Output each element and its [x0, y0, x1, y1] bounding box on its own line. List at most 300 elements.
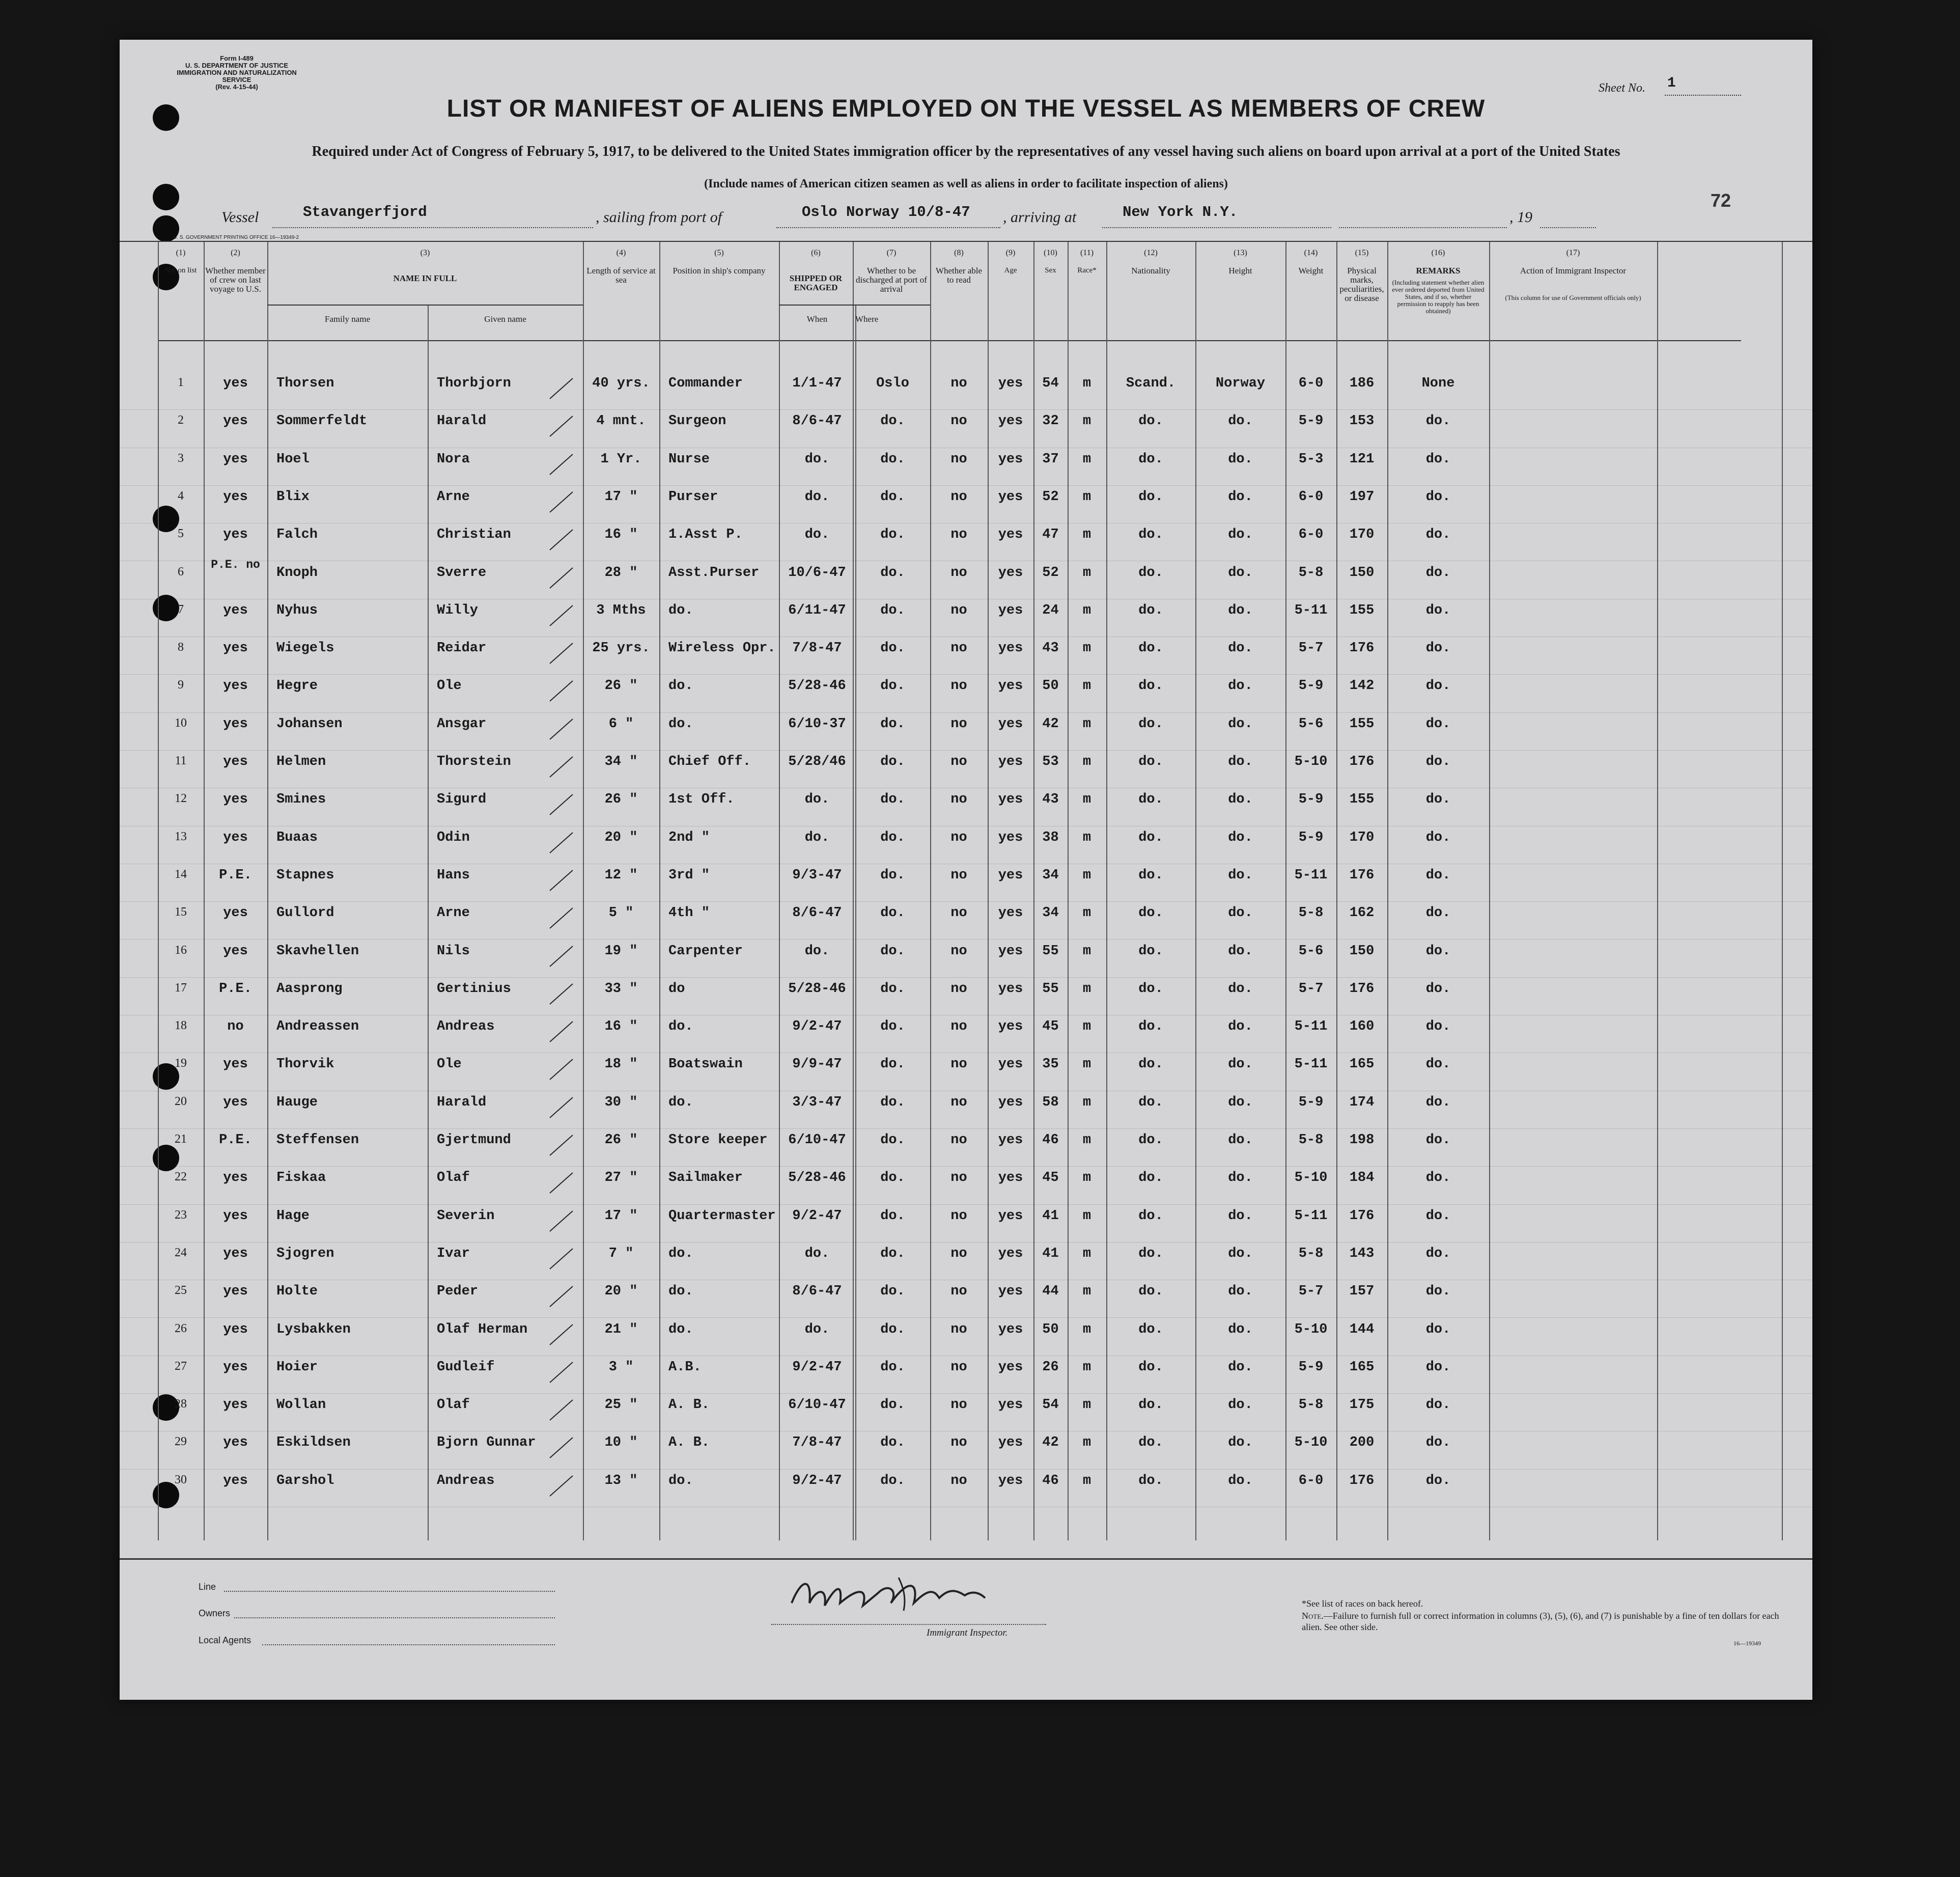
vessel-line: [221, 204, 1749, 234]
age: 47: [1042, 527, 1059, 543]
family-name: Gullord: [276, 905, 334, 921]
row-number: 26: [175, 1321, 187, 1335]
discharged: no: [950, 943, 967, 959]
race: do.: [1138, 1057, 1163, 1072]
column-header: Physical marks, peculiarities, or disease: [1339, 266, 1384, 303]
row-number: 18: [175, 1019, 187, 1033]
row-rule: [120, 1393, 1812, 1394]
shipped-when: 5/28/46: [788, 754, 846, 769]
nationality: do.: [1228, 1094, 1253, 1110]
service-length: 3 Mths: [596, 602, 646, 618]
column-header: Action of Immigrant Inspector: [1520, 266, 1627, 275]
last-voyage: yes: [223, 1435, 248, 1451]
shipped-where: do.: [880, 1133, 905, 1148]
position: 1st Off.: [668, 792, 735, 808]
discharged: no: [950, 867, 967, 883]
discharged: no: [950, 1435, 967, 1451]
service-length: 13 ": [604, 1473, 638, 1488]
given-name: Harald: [437, 413, 487, 429]
race: do.: [1138, 489, 1163, 505]
position: do: [668, 981, 685, 997]
age: 26: [1042, 1359, 1059, 1375]
race: do.: [1138, 943, 1163, 959]
position: do.: [668, 716, 693, 732]
race: do.: [1138, 867, 1163, 883]
header-top-rule: [120, 241, 1812, 242]
footer-rule: [120, 1558, 1812, 1560]
given-name: Olaf: [437, 1397, 470, 1413]
department: U. S. DEPARTMENT OF JUSTICE: [185, 62, 288, 69]
table-row: [120, 489, 1812, 527]
weight: 176: [1349, 641, 1375, 656]
shipped-where: do.: [880, 867, 905, 883]
can-read: yes: [998, 678, 1023, 694]
shipped-where: do.: [880, 602, 905, 618]
table-row: [120, 376, 1812, 413]
column-header: Sex: [1045, 266, 1056, 274]
age: 55: [1042, 981, 1059, 997]
race: do.: [1138, 1170, 1163, 1186]
row-number: 20: [175, 1094, 187, 1108]
tally-slash: [547, 1284, 578, 1312]
shipped-where: do.: [880, 792, 905, 808]
can-read: yes: [998, 1170, 1023, 1186]
weight: 176: [1349, 1473, 1375, 1488]
position: Carpenter: [668, 943, 743, 959]
tally-slash: [547, 489, 578, 517]
position: Surgeon: [668, 413, 726, 429]
print-office: U. S. GOVERNMENT PRINTING OFFICE 16—19349-2: [173, 235, 299, 240]
last-voyage: yes: [223, 1246, 248, 1261]
shipped-when: 6/10-37: [788, 716, 846, 732]
penalty-note: [1302, 1610, 1785, 1633]
height: 6-0: [1298, 489, 1324, 505]
sheet-number: 1: [1667, 75, 1676, 91]
given-name: Thorstein: [437, 754, 511, 769]
row-number: 12: [175, 792, 187, 806]
shipped-when: 6/10-47: [788, 1133, 846, 1148]
physical-marks: do.: [1425, 1321, 1451, 1337]
row-number: 6: [178, 565, 184, 578]
race: do.: [1138, 830, 1163, 845]
discharged: no: [950, 527, 967, 543]
shipped-where: do.: [880, 1397, 905, 1413]
physical-marks: do.: [1425, 565, 1451, 581]
physical-marks: do.: [1425, 716, 1451, 732]
height: 5-10: [1294, 1435, 1328, 1451]
given-name: Reidar: [437, 641, 487, 656]
height: 5-9: [1298, 413, 1324, 429]
row-number: 30: [175, 1473, 187, 1486]
shipped-when: 5/28-46: [788, 1170, 846, 1186]
family-name: Sommerfeldt: [276, 413, 368, 429]
weight: 184: [1349, 1170, 1375, 1186]
vessel-underline: [272, 227, 593, 228]
race: do.: [1138, 754, 1163, 769]
column-number: (16): [1431, 249, 1445, 257]
given-name: Severin: [437, 1208, 495, 1224]
age: 52: [1042, 565, 1059, 581]
nationality: do.: [1228, 1246, 1253, 1261]
shipped-when: 6/11-47: [788, 602, 846, 618]
height: 5-9: [1298, 1094, 1324, 1110]
race: do.: [1138, 413, 1163, 429]
shipped-where: do.: [880, 527, 905, 543]
table-row: [120, 1473, 1812, 1511]
physical-marks: do.: [1425, 943, 1451, 959]
position: Store keeper: [668, 1133, 768, 1148]
service-length: 12 ": [604, 867, 638, 883]
document-instruction: (Include names of American citizen seamen as well as aliens in order to facilitate inspection of aliens): [704, 177, 1228, 190]
can-read: yes: [998, 905, 1023, 921]
age: 35: [1042, 1057, 1059, 1072]
shipped-where: do.: [880, 641, 905, 656]
family-name: Fiskaa: [276, 1170, 326, 1186]
row-number: 5: [178, 527, 184, 541]
height: 5-8: [1298, 1133, 1324, 1148]
physical-marks: do.: [1425, 1246, 1451, 1261]
given-name: Andreas: [437, 1019, 495, 1035]
last-voyage: yes: [223, 1170, 248, 1186]
sex: m: [1082, 565, 1091, 581]
physical-marks: do.: [1425, 1133, 1451, 1148]
age: 46: [1042, 1133, 1059, 1148]
shipped-where: do.: [880, 1094, 905, 1110]
row-rule: [120, 1166, 1812, 1167]
shipped-where: do.: [880, 830, 905, 845]
service-length: 19 ": [604, 943, 638, 959]
race: do.: [1138, 1246, 1163, 1261]
age: 34: [1042, 867, 1059, 883]
family-name: Johansen: [276, 716, 343, 732]
position: Wireless Opr.: [668, 641, 776, 656]
discharged: no: [950, 641, 967, 656]
service-length: 25 yrs.: [592, 641, 650, 656]
discharged: no: [950, 1133, 967, 1148]
height: 5-9: [1298, 1359, 1324, 1375]
height: 5-8: [1298, 1397, 1324, 1413]
vessel-name: Stavangerfjord: [303, 204, 427, 220]
position: 3rd ": [668, 867, 710, 883]
can-read: yes: [998, 376, 1023, 391]
race: do.: [1138, 1435, 1163, 1451]
discharged: no: [950, 905, 967, 921]
nationality: do.: [1228, 1208, 1253, 1224]
nationality: do.: [1228, 489, 1253, 505]
row-rule: [120, 1242, 1812, 1243]
age: 44: [1042, 1284, 1059, 1300]
tally-slash: [547, 830, 578, 858]
table-row: [120, 792, 1812, 830]
column-number: (13): [1234, 249, 1247, 257]
tally-slash: [547, 1435, 578, 1463]
can-read: yes: [998, 1321, 1023, 1337]
family-name: Wiegels: [276, 641, 334, 656]
position: Nurse: [668, 451, 710, 467]
shipped-when: 7/8-47: [792, 1435, 842, 1451]
last-voyage: yes: [223, 376, 248, 391]
table-row: [120, 413, 1812, 451]
position: Boatswain: [668, 1057, 743, 1072]
family-name: Sjogren: [276, 1246, 334, 1261]
given-name: Arne: [437, 489, 470, 505]
discharged: no: [950, 1208, 967, 1224]
table-row: [120, 1057, 1812, 1094]
column-number: (12): [1144, 249, 1158, 257]
position: Commander: [668, 376, 743, 391]
given-name: Willy: [437, 602, 479, 618]
race: Scand.: [1126, 376, 1176, 391]
subcolumn-header: Family name: [324, 314, 371, 324]
shipped-where: do.: [880, 451, 905, 467]
nationality: do.: [1228, 413, 1253, 429]
physical-marks: do.: [1425, 1397, 1451, 1413]
given-name: Harald: [437, 1094, 487, 1110]
race: do.: [1138, 527, 1163, 543]
weight: 144: [1349, 1321, 1375, 1337]
sex: m: [1082, 1208, 1091, 1224]
position: A.B.: [668, 1359, 702, 1375]
last-voyage: yes: [223, 716, 248, 732]
service-length: 16 ": [604, 1019, 638, 1035]
table-row: [120, 1435, 1812, 1473]
weight: 157: [1349, 1284, 1375, 1300]
last-voyage: yes: [223, 1397, 248, 1413]
can-read: yes: [998, 1359, 1023, 1375]
shipped-where: do.: [880, 1321, 905, 1337]
discharged: no: [950, 830, 967, 845]
shipped-when: 8/6-47: [792, 905, 842, 921]
height: 5-8: [1298, 905, 1324, 921]
height: 5-9: [1298, 830, 1324, 845]
discharged: no: [950, 1321, 967, 1337]
nationality: do.: [1228, 1284, 1253, 1300]
family-name: Thorvik: [276, 1057, 334, 1072]
physical-marks: do.: [1425, 678, 1451, 694]
family-name: Falch: [276, 527, 318, 543]
nationality: do.: [1228, 678, 1253, 694]
shipped-when: 3/3-47: [792, 1094, 842, 1110]
column-number: (11): [1080, 249, 1094, 257]
given-name: Hans: [437, 867, 470, 883]
sex: m: [1082, 1321, 1091, 1337]
can-read: yes: [998, 792, 1023, 808]
position: 2nd ": [668, 830, 710, 845]
table-row: [120, 1322, 1812, 1360]
margin-number: 72: [1711, 190, 1731, 211]
physical-marks: do.: [1425, 830, 1451, 845]
shipped-when: 9/2-47: [792, 1208, 842, 1224]
column-header: Length of service at sea: [586, 266, 656, 285]
height: 5-11: [1294, 1208, 1328, 1224]
shipped-when: do.: [804, 943, 830, 959]
row-number: 24: [175, 1246, 187, 1259]
shipped-where: do.: [880, 1170, 905, 1186]
race: do.: [1138, 565, 1163, 581]
weight: 165: [1349, 1359, 1375, 1375]
weight: 150: [1349, 565, 1375, 581]
table-row: [120, 1246, 1812, 1284]
service-length: 21 ": [604, 1321, 638, 1337]
header-bottom-rule: [158, 340, 1741, 341]
service-length: 18 ": [604, 1057, 638, 1072]
shipped-where: do.: [880, 754, 905, 769]
position: do.: [668, 1019, 693, 1035]
column-number: (5): [714, 249, 724, 257]
family-name: Buaas: [276, 830, 318, 845]
tally-slash: [547, 905, 578, 933]
table-row: [120, 1397, 1812, 1435]
column-number: (6): [811, 249, 821, 257]
physical-marks: do.: [1425, 413, 1451, 429]
last-voyage: yes: [223, 754, 248, 769]
discharged: no: [950, 1246, 967, 1261]
nationality: do.: [1228, 602, 1253, 618]
family-name: Garshol: [276, 1473, 334, 1488]
sex: m: [1082, 451, 1091, 467]
owners-label: Owners: [199, 1608, 231, 1618]
sex: m: [1082, 1094, 1091, 1110]
column-number: (7): [886, 249, 897, 257]
family-name: Lysbakken: [276, 1321, 351, 1337]
age: 55: [1042, 943, 1059, 959]
height: 5-6: [1298, 943, 1324, 959]
physical-marks: do.: [1425, 981, 1451, 997]
weight: 160: [1349, 1019, 1375, 1035]
tally-slash: [547, 981, 578, 1009]
weight: 155: [1349, 716, 1375, 732]
nationality: do.: [1228, 1397, 1253, 1413]
sex: m: [1082, 1359, 1091, 1375]
can-read: yes: [998, 527, 1023, 543]
column-number: (2): [231, 249, 240, 257]
table-row: [120, 1284, 1812, 1321]
service-length: 25 ": [604, 1397, 638, 1413]
last-voyage: yes: [223, 1208, 248, 1224]
family-name: Andreassen: [276, 1019, 359, 1035]
column-number: (3): [420, 249, 430, 257]
row-rule: [120, 674, 1812, 675]
shipped-where: Oslo: [876, 376, 909, 391]
shipped-where: do.: [880, 565, 905, 581]
shipped-where: do.: [880, 1246, 905, 1261]
tally-slash: [547, 868, 578, 896]
last-voyage: P.E.: [219, 867, 252, 883]
shipped-where: do.: [880, 1057, 905, 1072]
can-read: yes: [998, 1397, 1023, 1413]
shipped-when: do.: [804, 830, 830, 845]
tally-slash: [547, 1095, 578, 1123]
race: do.: [1138, 641, 1163, 656]
position: do.: [668, 1321, 693, 1337]
table-row: [120, 641, 1812, 678]
height: 6-0: [1298, 1473, 1324, 1488]
table-row: [120, 944, 1812, 981]
shipped-where: do.: [880, 678, 905, 694]
weight: 155: [1349, 602, 1375, 618]
subcolumn-header: Given name: [484, 314, 526, 324]
nationality: do.: [1228, 1435, 1253, 1451]
can-read: yes: [998, 413, 1023, 429]
weight: 155: [1349, 792, 1375, 808]
table-row: [120, 1095, 1812, 1133]
physical-marks: do.: [1425, 1359, 1451, 1375]
column-header: Whether member of crew on last voyage to U.S.: [205, 266, 266, 294]
physical-marks: do.: [1425, 1208, 1451, 1224]
age: 50: [1042, 678, 1059, 694]
service-length: 17 ": [604, 489, 638, 505]
agents-underline: [262, 1644, 555, 1645]
discharged: no: [950, 981, 967, 997]
given-name: Christian: [437, 527, 511, 543]
race: do.: [1138, 678, 1163, 694]
family-name: Hegre: [276, 678, 318, 694]
inspector-underline: [771, 1623, 1046, 1625]
sex: m: [1082, 905, 1091, 921]
physical-marks: do.: [1425, 602, 1451, 618]
form-number: Form I-489: [220, 54, 254, 62]
given-name: Ansgar: [437, 716, 487, 732]
discharged: no: [950, 1057, 967, 1072]
column-header: REMARKS: [1416, 266, 1461, 275]
family-name: Skavhellen: [276, 943, 359, 959]
height: 5-7: [1298, 981, 1324, 997]
race: do.: [1138, 1359, 1163, 1375]
physical-marks: do.: [1425, 1473, 1451, 1488]
shipped-where: do.: [880, 905, 905, 921]
last-voyage: yes: [223, 451, 248, 467]
weight: 150: [1349, 943, 1375, 959]
position: A. B.: [668, 1397, 710, 1413]
family-name: Smines: [276, 792, 326, 808]
last-voyage: yes: [223, 1321, 248, 1337]
column-note: (This column for use of Government officials only): [1505, 294, 1641, 301]
shipped-where: do.: [880, 413, 905, 429]
line-label: Line: [199, 1582, 216, 1592]
shipped-when: do.: [804, 1321, 830, 1337]
shipped-when: do.: [804, 527, 830, 543]
document-subtitle: Required under Act of Congress of February 5, 1917, to be delivered to the United States immigration officer by the representatives of any vessel having such aliens on board upon arrival at a port of the United States: [312, 144, 1620, 159]
weight: 165: [1349, 1057, 1375, 1072]
given-name: Andreas: [437, 1473, 495, 1488]
table-row: [120, 868, 1812, 905]
given-name: Nora: [437, 451, 470, 467]
row-rule: [120, 1469, 1812, 1470]
shipped-where: do.: [880, 716, 905, 732]
table-row: [120, 558, 1812, 603]
tally-slash: [547, 1246, 578, 1274]
sex: m: [1082, 1057, 1091, 1072]
races-note: *See list of races on back hereof.: [1302, 1598, 1423, 1609]
given-name: Gertinius: [437, 981, 511, 997]
tally-slash: [547, 1397, 578, 1425]
can-read: yes: [998, 1133, 1023, 1148]
discharged: no: [950, 1019, 967, 1035]
race: do.: [1138, 1019, 1163, 1035]
column-header: Race*: [1077, 266, 1097, 274]
shipped-when: 5/28-46: [788, 678, 846, 694]
service-length: 20 ": [604, 830, 638, 845]
age: 54: [1042, 376, 1059, 391]
row-rule: [120, 409, 1812, 410]
row-number: 29: [175, 1435, 187, 1449]
service-length: 5 ": [608, 905, 634, 921]
height: 5-9: [1298, 678, 1324, 694]
column-number: (9): [1005, 249, 1016, 257]
sex: m: [1082, 527, 1091, 543]
weight: 176: [1349, 1208, 1375, 1224]
table-row: [120, 754, 1812, 792]
